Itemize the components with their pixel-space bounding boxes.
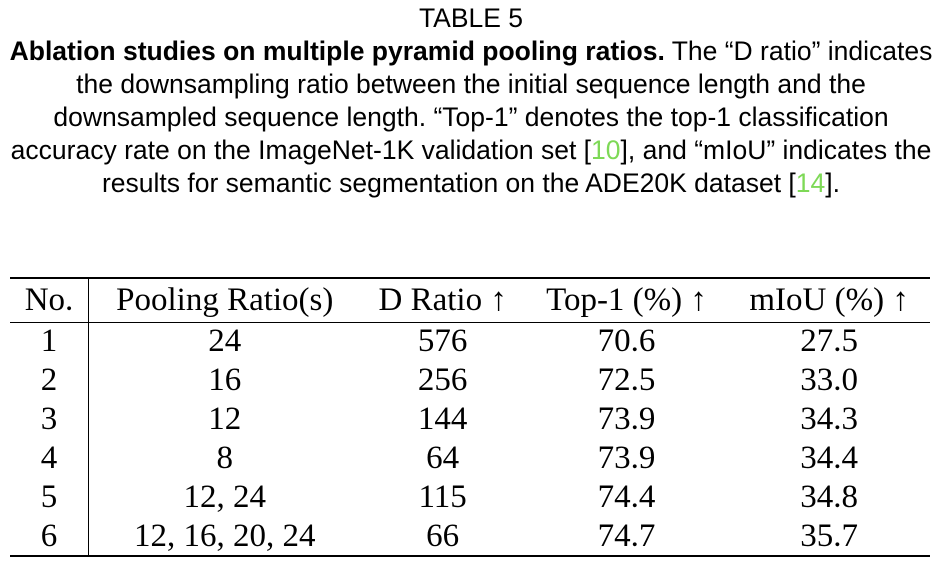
cell-no: 5 (10, 478, 89, 517)
cell-miou: 34.3 (800, 401, 858, 437)
citation-link-2[interactable]: 14 (795, 168, 826, 198)
cell-top1: 74.4 (597, 479, 656, 515)
table-row (10, 361, 930, 400)
table-row (10, 400, 930, 439)
cell-no: 4 (10, 439, 89, 478)
cell-d-ratio: 66 (426, 517, 460, 554)
cell-pooling-ratios: 12, 16, 20, 24 (134, 517, 316, 554)
results-table (10, 277, 930, 557)
cell-no: 3 (10, 400, 89, 439)
cell-top1: 74.7 (597, 517, 656, 554)
cell-pooling-ratios: 12, 24 (183, 479, 267, 515)
table-row (10, 439, 930, 478)
cell-top1: 72.5 (597, 362, 656, 398)
cell-no: 2 (10, 361, 89, 400)
cell-no: 6 (10, 517, 89, 556)
cell-no: 1 (10, 322, 89, 361)
caption-text-part-1: The “D ratio” indicates the downsampling ratio between the initial sequence length and the downsampled sequence length. “Top-1” denotes the top-1 classification accuracy rate on the ImageNet-1K validation set [ (10, 36, 933, 165)
cell-pooling-ratios: 8 (216, 440, 234, 476)
header-miou: mIoU (%) ↑ (749, 281, 909, 318)
cell-pooling-ratios: 12 (208, 401, 242, 437)
cell-d-ratio: 256 (417, 362, 468, 398)
cell-d-ratio: 64 (426, 440, 460, 476)
table-number: TABLE 5 (418, 3, 524, 33)
cell-d-ratio: 576 (417, 323, 468, 360)
caption-text-part-3: ]. (825, 168, 841, 198)
cell-pooling-ratios: 24 (208, 323, 242, 360)
table-row (10, 517, 930, 556)
header-top1: Top-1 (%) ↑ (546, 281, 707, 318)
cell-miou: 27.5 (800, 323, 858, 360)
cell-miou: 35.7 (800, 517, 858, 554)
caption-text-part-2: ], and “mIoU” indicates the results for semantic segmentation on the ADE20K dataset [ (101, 135, 932, 198)
caption-title: Ablation studies on multiple pyramid pooling ratios. (9, 36, 665, 66)
cell-top1: 70.6 (597, 323, 656, 360)
cell-pooling-ratios: 16 (208, 362, 242, 398)
header-row (10, 278, 930, 322)
cell-miou: 34.8 (800, 479, 858, 515)
table-caption (8, 2, 934, 200)
cell-d-ratio: 115 (418, 479, 467, 515)
cell-miou: 34.4 (800, 440, 858, 476)
cell-top1: 73.9 (597, 401, 656, 437)
table-row (10, 478, 930, 517)
header-pooling-ratios: Pooling Ratio(s) (116, 281, 334, 318)
header-d-ratio: D Ratio ↑ (378, 281, 507, 318)
cell-miou: 33.0 (800, 362, 858, 398)
header-no: No. (10, 278, 89, 322)
table-row (10, 322, 930, 361)
citation-link-1[interactable]: 10 (591, 135, 621, 165)
cell-d-ratio: 144 (417, 401, 468, 437)
cell-top1: 73.9 (597, 440, 656, 476)
